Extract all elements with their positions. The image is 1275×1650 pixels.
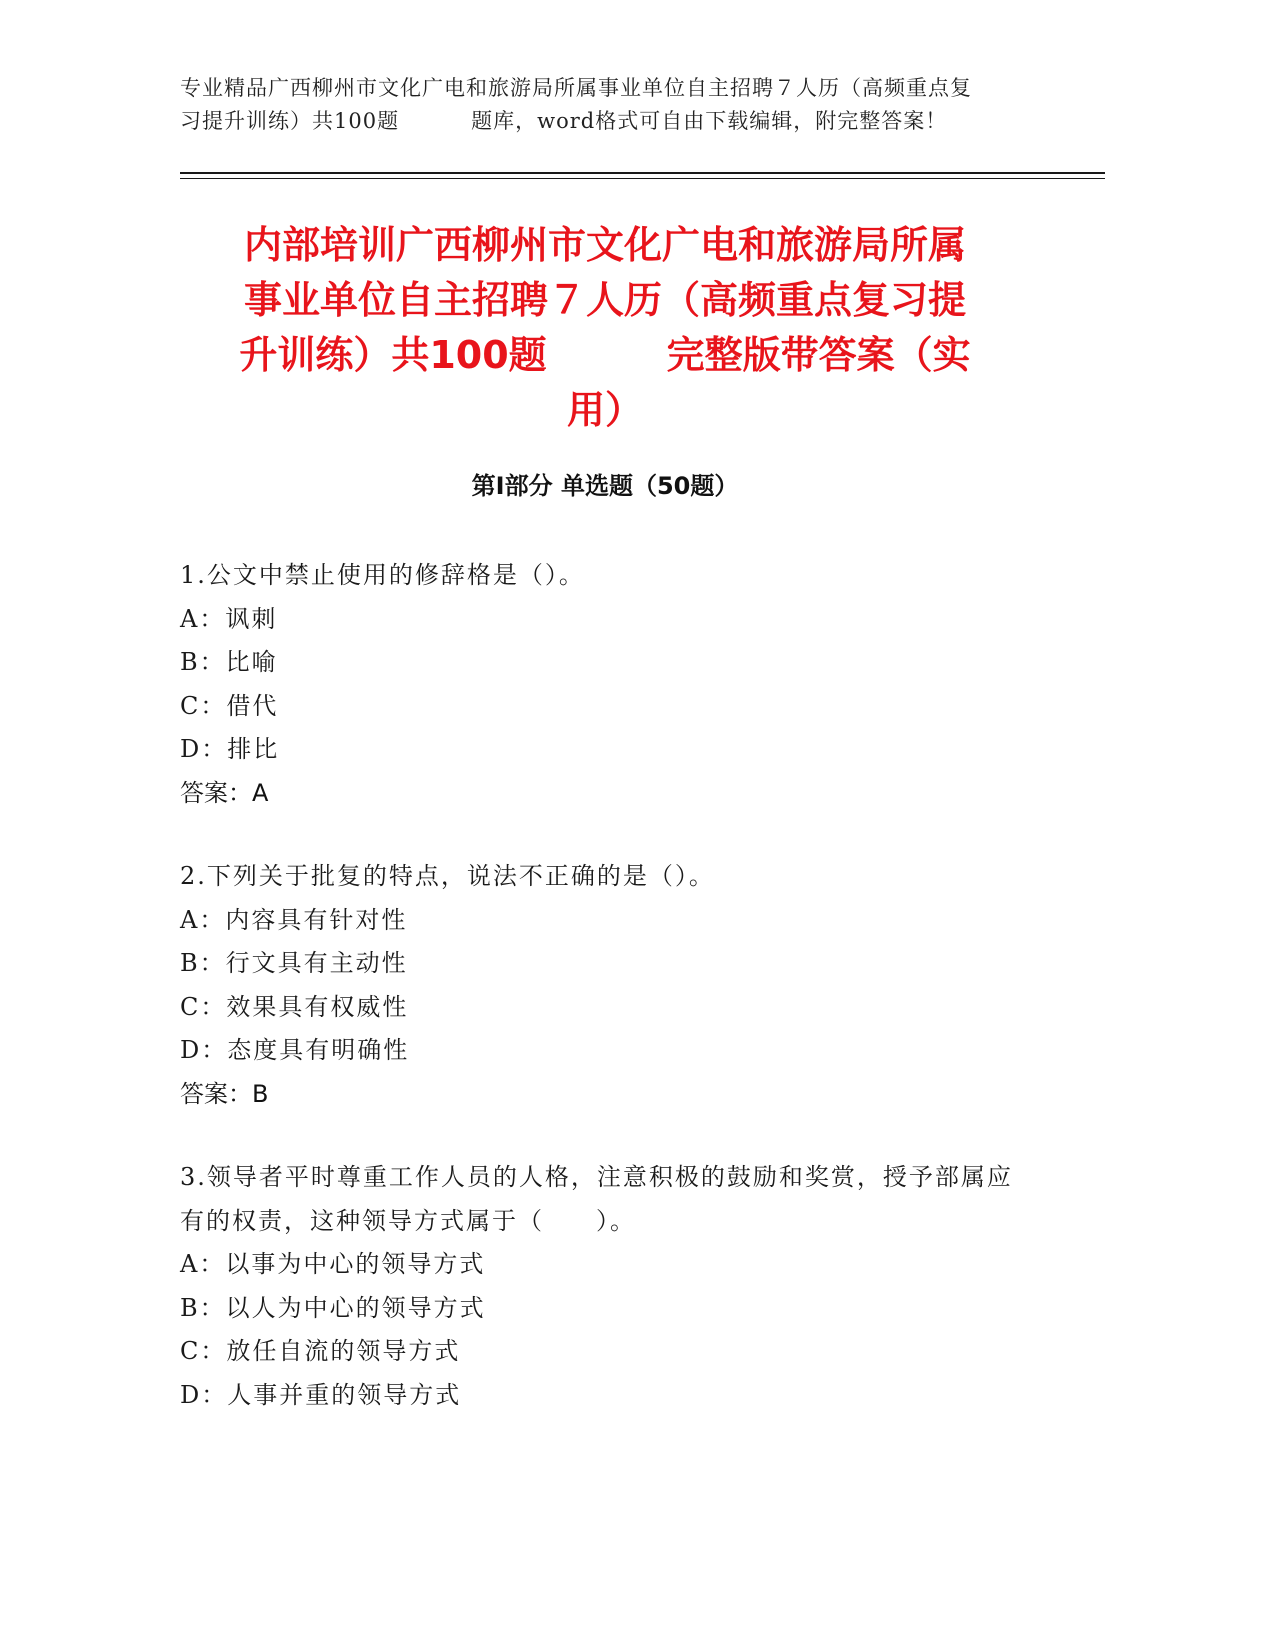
option-d: D：排比 bbox=[180, 735, 280, 763]
question-3 bbox=[180, 1156, 1030, 1417]
question-text: 2.下列关于批复的特点，说法不正确的是（）。 bbox=[180, 862, 715, 890]
question-text: 1.公文中禁止使用的修辞格是（）。 bbox=[180, 561, 585, 589]
option-c: C：放任自流的领导方式 bbox=[180, 1337, 461, 1365]
option-d: D：人事并重的领导方式 bbox=[180, 1380, 462, 1409]
title-line-3-left: 升训练）共100题 bbox=[239, 333, 547, 377]
document-title bbox=[180, 218, 1030, 438]
option-b: B：比喻 bbox=[180, 648, 278, 676]
option-a: A：以事为中心的领导方式 bbox=[180, 1250, 486, 1278]
question-list bbox=[180, 554, 1030, 1457]
title-line-3 bbox=[180, 328, 1030, 383]
option-b: B：以人为中心的领导方式 bbox=[180, 1293, 486, 1322]
question-1 bbox=[180, 554, 1030, 815]
header-line-2 bbox=[180, 105, 1060, 138]
question-text: 3.领导者平时尊重工作人员的人格，注意积极的鼓励和奖赏，授予部属应有的权责，这种领导方式属于（ ）。 bbox=[180, 1163, 1013, 1235]
option-c: C：借代 bbox=[180, 691, 279, 720]
title-line-2: 事业单位自主招聘７人历（高频重点复习提 bbox=[243, 278, 966, 322]
header-note bbox=[180, 72, 1060, 138]
title-line-3-right: 完整版带答案（实 bbox=[666, 333, 971, 377]
answer: 答案：A bbox=[180, 778, 269, 807]
header-rule-thick bbox=[180, 172, 1105, 174]
header-line-2-right: 题库，word格式可自由下载编辑，附完整答案！ bbox=[471, 109, 948, 133]
option-a: A：内容具有针对性 bbox=[180, 905, 408, 934]
header-line-2-left: 习提升训练）共100题 bbox=[180, 109, 400, 133]
title-line-1: 内部培训广西柳州市文化广电和旅游局所属 bbox=[243, 223, 966, 267]
option-d: D：态度具有明确性 bbox=[180, 1036, 410, 1064]
option-a: A：讽刺 bbox=[180, 604, 278, 633]
option-b: B：行文具有主动性 bbox=[180, 949, 408, 977]
answer: 答案：B bbox=[180, 1079, 269, 1108]
title-line-4: 用） bbox=[566, 388, 643, 432]
header-rule-thin bbox=[180, 178, 1105, 179]
option-c: C：效果具有权威性 bbox=[180, 992, 409, 1021]
question-2 bbox=[180, 855, 1030, 1116]
header-line-1: 专业精品广西柳州市文化广电和旅游局所属事业单位自主招聘７人历（高频重点复 bbox=[180, 76, 972, 100]
section-title: 第Ⅰ部分 单选题（50题） bbox=[471, 472, 739, 500]
